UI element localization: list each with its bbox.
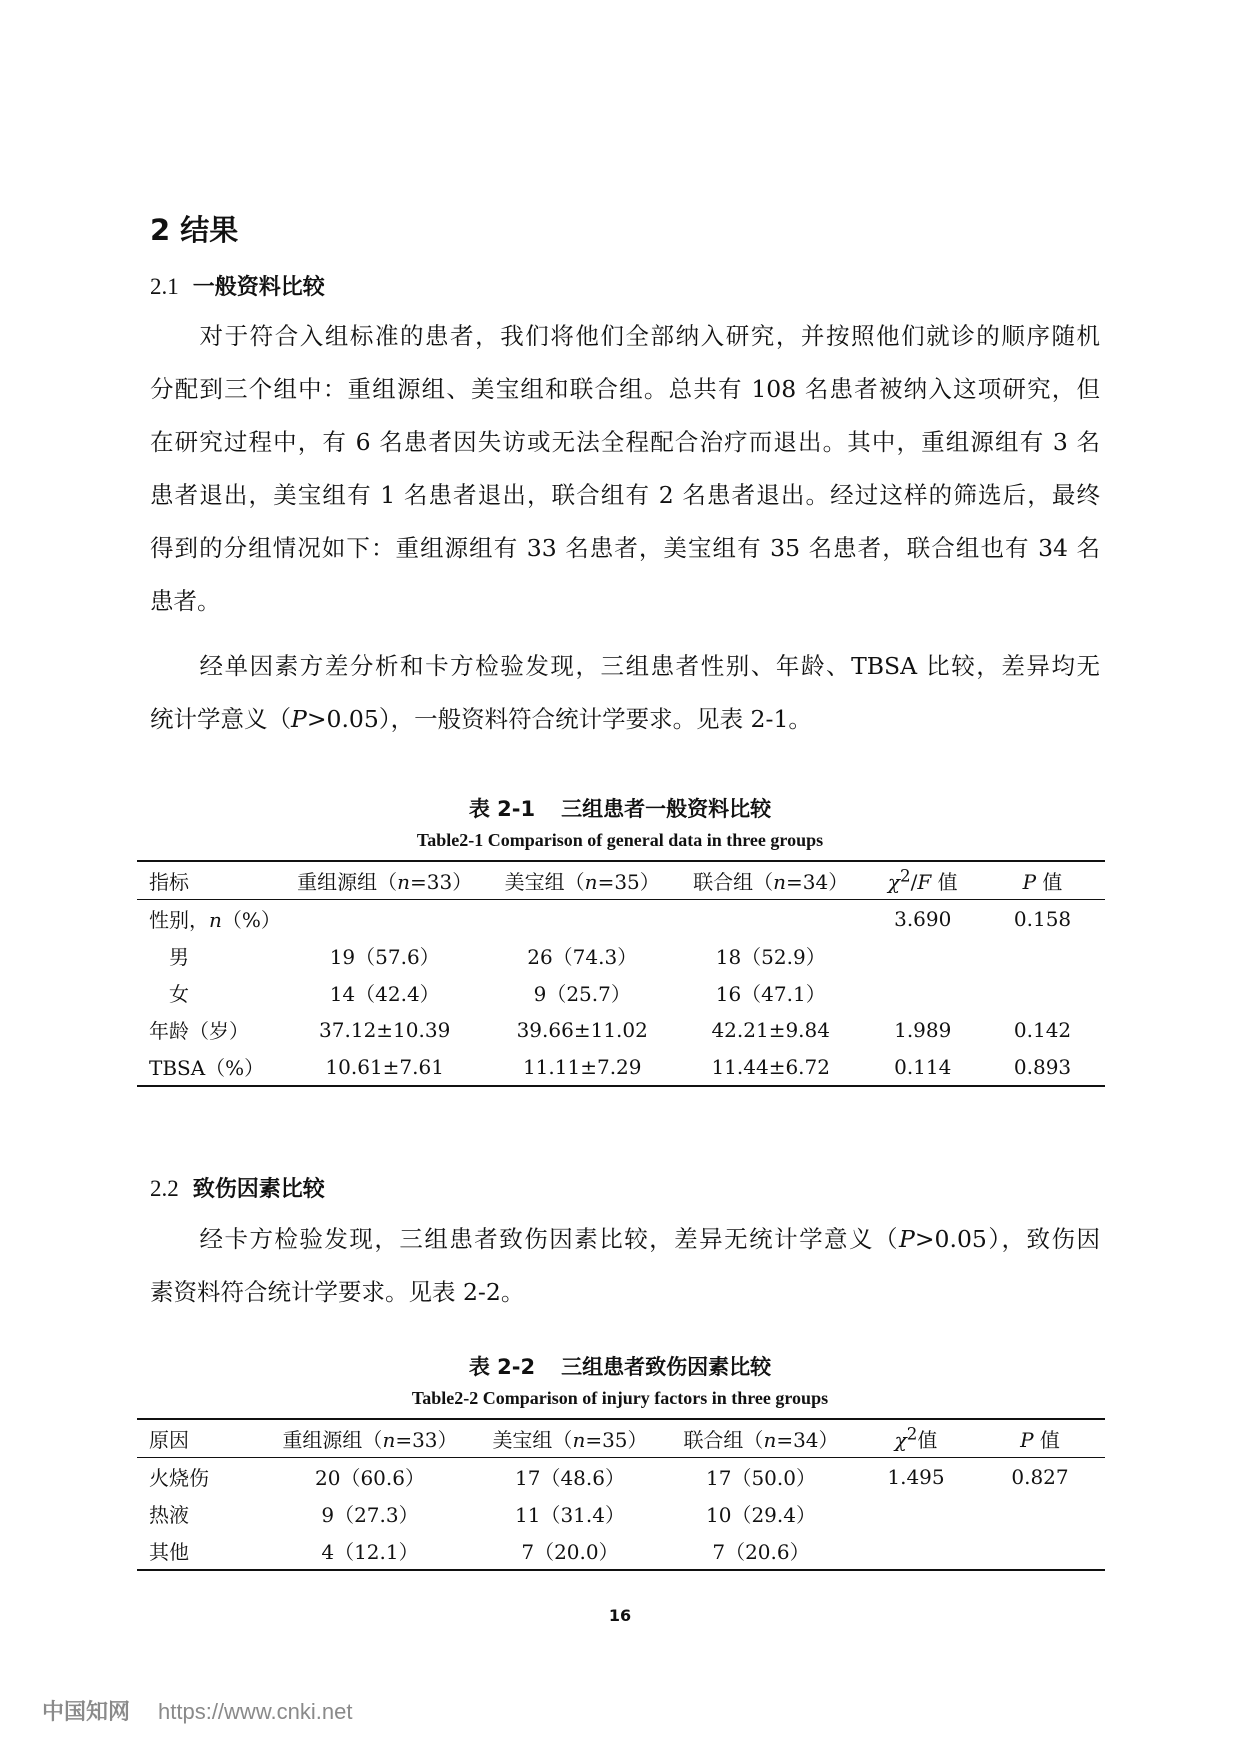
watermark-brand: 中国知网 bbox=[42, 1699, 131, 1724]
cell-statistic bbox=[865, 937, 980, 974]
row-label: 热液 bbox=[149, 1503, 189, 1527]
cell-statistic bbox=[857, 1532, 975, 1570]
text-line: 经卡方检验发现，三组患者致伤因素比较，差异无统计学意义（P>0.05），致伤因 bbox=[198, 1225, 1101, 1253]
table-row bbox=[137, 1011, 1105, 1048]
cell-group-2 bbox=[488, 900, 676, 938]
header-p-value: P 值 bbox=[1020, 1428, 1060, 1452]
section-heading: 2 结果 bbox=[150, 213, 239, 247]
table-general-data bbox=[137, 860, 1105, 1087]
header-group-3: 联合组（n=34） bbox=[693, 870, 849, 894]
table-row bbox=[137, 1048, 1105, 1086]
cell-p-value bbox=[980, 937, 1105, 974]
header-group-3: 联合组（n=34） bbox=[683, 1428, 839, 1452]
header-statistic: $\chi^2$值 bbox=[894, 1424, 938, 1452]
table-header-row bbox=[137, 861, 1105, 900]
subsection-heading-2-2 bbox=[150, 1172, 325, 1203]
cell-group-2: 26（74.3） bbox=[527, 945, 638, 969]
cell-group-3: 18（52.9） bbox=[715, 945, 826, 969]
header-cause: 原因 bbox=[149, 1428, 189, 1452]
table-caption-zh: 表 2-2 三组患者致伤因素比较 bbox=[468, 1355, 772, 1379]
header-group-1: 重组源组（n=33） bbox=[297, 870, 473, 894]
table-caption-en: Table2-2 Comparison of injury factors in three groups bbox=[411, 1388, 829, 1408]
text-line: 统计学意义（P>0.05），一般资料符合统计学要求。见表 2-1。 bbox=[150, 705, 812, 733]
cell-group-3: 42.21±9.84 bbox=[711, 1017, 830, 1042]
cell-group-2: 39.66±11.02 bbox=[516, 1017, 648, 1042]
text-line: 患者退出，美宝组有 1 名患者退出，联合组有 2 名患者退出。经过这样的筛选后，最终 bbox=[150, 481, 1100, 509]
cell-group-1: 19（57.6） bbox=[329, 945, 440, 969]
cell-statistic bbox=[857, 1495, 975, 1532]
row-label: 男 bbox=[169, 945, 189, 969]
header-group-2: 美宝组（n=35） bbox=[504, 870, 660, 894]
paragraph-grouping bbox=[150, 310, 1100, 628]
text-line: 分配到三个组中：重组源组、美宝组和联合组。总共有 108 名患者被纳入这项研究，但 bbox=[150, 375, 1100, 403]
table-injury-factors bbox=[137, 1418, 1105, 1571]
cell-statistic: 0.114 bbox=[894, 1054, 952, 1079]
cell-group-2: 11（31.4） bbox=[515, 1503, 625, 1527]
cell-group-1: 37.12±10.39 bbox=[319, 1017, 451, 1042]
cell-group-2: 7（20.0） bbox=[521, 1540, 619, 1564]
text-line: 素资料符合统计学要求。见表 2-2。 bbox=[150, 1278, 525, 1306]
cell-p-value: 0.893 bbox=[1013, 1054, 1072, 1079]
row-label: TBSA（%） bbox=[149, 1056, 265, 1080]
page-number: 16 bbox=[608, 1606, 632, 1625]
header-group-2: 美宝组（n=35） bbox=[492, 1428, 648, 1452]
subsection-title: 一般资料比较 bbox=[192, 275, 325, 300]
table-row bbox=[137, 1495, 1105, 1532]
row-label: 女 bbox=[169, 982, 189, 1006]
cell-group-3: 17（50.0） bbox=[706, 1466, 816, 1490]
cell-p-value bbox=[980, 974, 1105, 1011]
cell-group-1: 4（12.1） bbox=[321, 1540, 419, 1564]
subsection-heading-2-1 bbox=[150, 270, 325, 301]
header-group-1: 重组源组（n=33） bbox=[282, 1428, 458, 1452]
row-label: 性别，n（%） bbox=[149, 908, 281, 932]
subsection-title: 致伤因素比较 bbox=[192, 1177, 325, 1202]
cell-group-1: 10.61±7.61 bbox=[325, 1054, 444, 1079]
cell-group-3: 10（29.4） bbox=[706, 1503, 816, 1527]
cell-group-2: 9（25.7） bbox=[533, 982, 631, 1006]
cell-statistic: 1.495 bbox=[887, 1464, 945, 1489]
table-row bbox=[137, 1532, 1105, 1570]
cell-group-3: 11.44±6.72 bbox=[711, 1054, 830, 1079]
text-line: 患者。 bbox=[150, 587, 221, 615]
paragraph-injury-factors bbox=[150, 1213, 1100, 1319]
header-p-value: P 值 bbox=[1022, 870, 1063, 894]
cell-group-2: 11.11±7.29 bbox=[522, 1054, 642, 1079]
table-caption-en: Table2-1 Comparison of general data in three groups bbox=[416, 830, 824, 850]
cell-p-value: 0.827 bbox=[1011, 1464, 1069, 1489]
watermark-url: https://www.cnki.net bbox=[158, 1699, 353, 1724]
text-line: 对于符合入组标准的患者，我们将他们全部纳入研究，并按照他们就诊的顺序随机 bbox=[198, 322, 1100, 350]
row-label: 年龄（岁） bbox=[149, 1019, 249, 1043]
subsection-number: 2.1 bbox=[150, 274, 179, 299]
cell-statistic: 1.989 bbox=[894, 1017, 952, 1042]
cell-statistic bbox=[865, 974, 980, 1011]
table-row bbox=[137, 1458, 1105, 1496]
cell-group-1 bbox=[281, 900, 489, 938]
watermark bbox=[42, 1695, 352, 1726]
table-header-row bbox=[137, 1419, 1105, 1458]
cell-group-1: 9（27.3） bbox=[321, 1503, 419, 1527]
cell-group-2: 17（48.6） bbox=[515, 1466, 625, 1490]
table-caption-zh: 表 2-1 三组患者一般资料比较 bbox=[468, 797, 772, 821]
table-row bbox=[137, 937, 1105, 974]
table-row bbox=[137, 974, 1105, 1011]
cell-group-1: 14（42.4） bbox=[329, 982, 440, 1006]
row-label: 火烧伤 bbox=[149, 1466, 209, 1490]
cell-group-3: 16（47.1） bbox=[715, 982, 826, 1006]
cell-p-value bbox=[975, 1495, 1105, 1532]
header-indicator: 指标 bbox=[149, 870, 189, 894]
text-line: 得到的分组情况如下：重组源组有 33 名患者，美宝组有 35 名患者，联合组也有 34 名 bbox=[150, 534, 1100, 562]
text-line: 经单因素方差分析和卡方检验发现，三组患者性别、年龄、TBSA 比较，差异均无 bbox=[198, 652, 1100, 680]
subsection-number: 2.2 bbox=[150, 1176, 179, 1201]
cell-group-1: 20（60.6） bbox=[315, 1466, 425, 1490]
cell-p-value: 0.158 bbox=[1013, 906, 1072, 931]
row-label: 其他 bbox=[149, 1540, 189, 1564]
cell-p-value bbox=[975, 1532, 1105, 1570]
cell-group-3: 7（20.6） bbox=[712, 1540, 810, 1564]
cell-statistic: 3.690 bbox=[894, 906, 952, 931]
paragraph-general-data bbox=[150, 640, 1100, 746]
text-line: 在研究过程中，有 6 名患者因失访或无法全程配合治疗而退出。其中，重组源组有 3 名 bbox=[150, 428, 1100, 456]
table-row bbox=[137, 900, 1105, 938]
cell-group-3 bbox=[676, 900, 865, 938]
cell-p-value: 0.142 bbox=[1013, 1017, 1072, 1042]
header-statistic: $\chi^2/F$ 值 bbox=[887, 866, 958, 894]
